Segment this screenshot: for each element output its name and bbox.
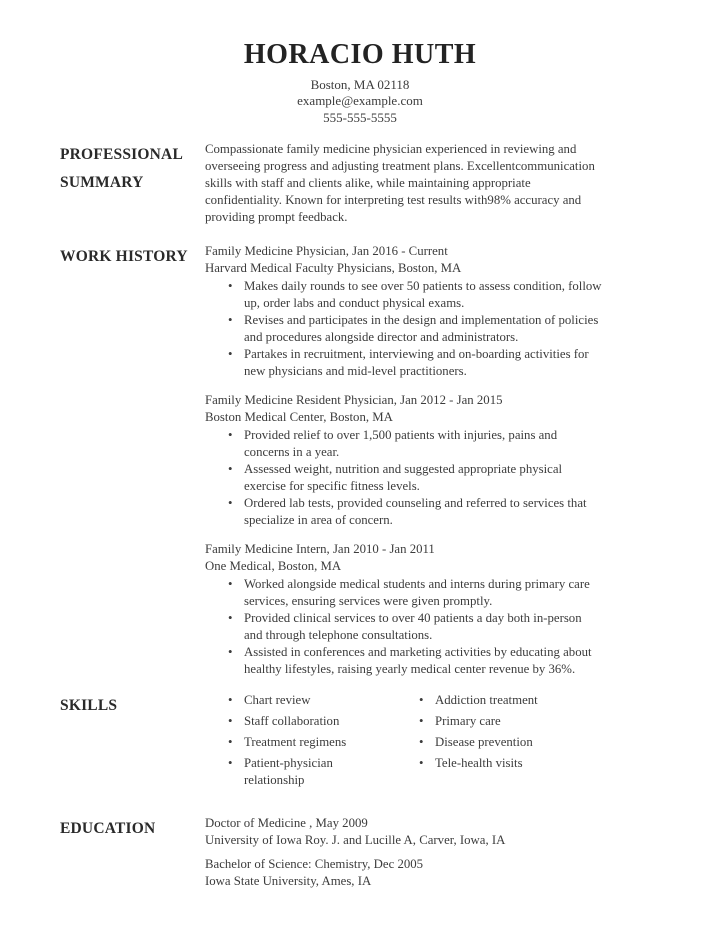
summary-text: Compassionate family medicine physician experienced in reviewing and overseeing progress and adjusting treatment plans. Excellentcommunication skills with staff and clients alike, while maintaining appropriate confidentiality. Known for interpreting test results with98% accuracy and providing prompt feedback. <box>205 142 595 225</box>
contact-phone: 555-555-5555 <box>323 109 397 125</box>
bullet-item: • Worked alongside medical students and interns during primary care services, ensuring services were given promptly. <box>244 576 603 610</box>
job-company-line: Harvard Medical Faculty Physicians, Boston, MA <box>205 261 462 276</box>
section-label-professional-summary: PROFESSIONAL SUMMARY <box>60 146 183 192</box>
skill-item: • Treatment regimens <box>244 734 396 751</box>
bullet-item: • Assessed weight, nutrition and suggested appropriate physical exercise for specific fitness levels. <box>244 461 603 495</box>
degree-line: Doctor of Medicine , May 2009 <box>205 816 368 831</box>
job-title-line: Family Medicine Physician, Jan 2016 - Current <box>205 244 448 259</box>
summary-content <box>205 141 603 226</box>
skill-item: • Tele-health visits <box>435 755 538 772</box>
section-label-work-history: WORK HISTORY <box>60 248 188 266</box>
section-education <box>0 815 720 890</box>
skills-content <box>205 692 603 793</box>
section-skills <box>0 692 720 793</box>
bullet-item: • Makes daily rounds to see over 50 patients to assess condition, follow up, order labs and conduct physical exams. <box>244 278 603 312</box>
contact-address: Boston, MA 02118 <box>310 76 410 92</box>
bullet-item: • Partakes in recruitment, interviewing and on-boarding activities for new physicians and mid-level practitioners. <box>244 346 603 380</box>
skill-item: • Primary care <box>435 713 538 730</box>
skills-columns <box>205 692 603 793</box>
work-history-content <box>205 243 603 678</box>
education-content <box>205 815 603 890</box>
education-entry <box>205 815 603 849</box>
bullet-item: • Provided clinical services to over 40 patients a day both in-person and through telephone consultations. <box>244 610 603 644</box>
school-line: Iowa State University, Ames, IA <box>205 874 372 889</box>
job-bullets <box>205 427 603 529</box>
candidate-name: HORACIO HUTH <box>243 39 477 70</box>
degree-line: Bachelor of Science: Chemistry, Dec 2005 <box>205 857 424 872</box>
section-professional-summary <box>0 141 720 226</box>
skills-column-1 <box>205 692 396 793</box>
job-entry <box>205 541 603 678</box>
education-entry <box>205 856 603 890</box>
contact-email: example@example.com <box>297 93 423 109</box>
job-company-line: One Medical, Boston, MA <box>205 559 342 574</box>
job-bullets <box>205 576 603 678</box>
skills-column-2 <box>396 692 538 793</box>
school-line: University of Iowa Roy. J. and Lucille A, Carver, Iowa, IA <box>205 833 506 848</box>
skill-item: • Disease prevention <box>435 734 538 751</box>
job-entry <box>205 243 603 380</box>
skill-item: • Addiction treatment <box>435 692 538 709</box>
bullet-item: • Revises and participates in the design and implementation of policies and procedures alongside director and administrators. <box>244 312 603 346</box>
contact-block <box>0 77 720 127</box>
skill-item: • Chart review <box>244 692 396 709</box>
resume-header <box>0 40 720 126</box>
skill-item: • Staff collaboration <box>244 713 396 730</box>
job-entry <box>205 392 603 529</box>
job-title-line: Family Medicine Intern, Jan 2010 - Jan 2011 <box>205 542 435 557</box>
skill-item: • Patient-physician relationship <box>244 755 396 789</box>
bullet-item: • Assisted in conferences and marketing activities by educating about healthy lifestyles, raising yearly medical center revenue by 36%. <box>244 644 603 678</box>
bullet-item: • Provided relief to over 1,500 patients with injuries, pains and concerns in a year. <box>244 427 603 461</box>
job-title-line: Family Medicine Resident Physician, Jan 2012 - Jan 2015 <box>205 393 503 408</box>
bullet-item: • Ordered lab tests, provided counseling and referred to services that specialize in area of concern. <box>244 495 603 529</box>
job-company-line: Boston Medical Center, Boston, MA <box>205 410 393 425</box>
section-work-history <box>0 243 720 678</box>
job-bullets <box>205 278 603 380</box>
section-label-education: EDUCATION <box>60 820 156 838</box>
section-label-skills: SKILLS <box>60 697 118 715</box>
